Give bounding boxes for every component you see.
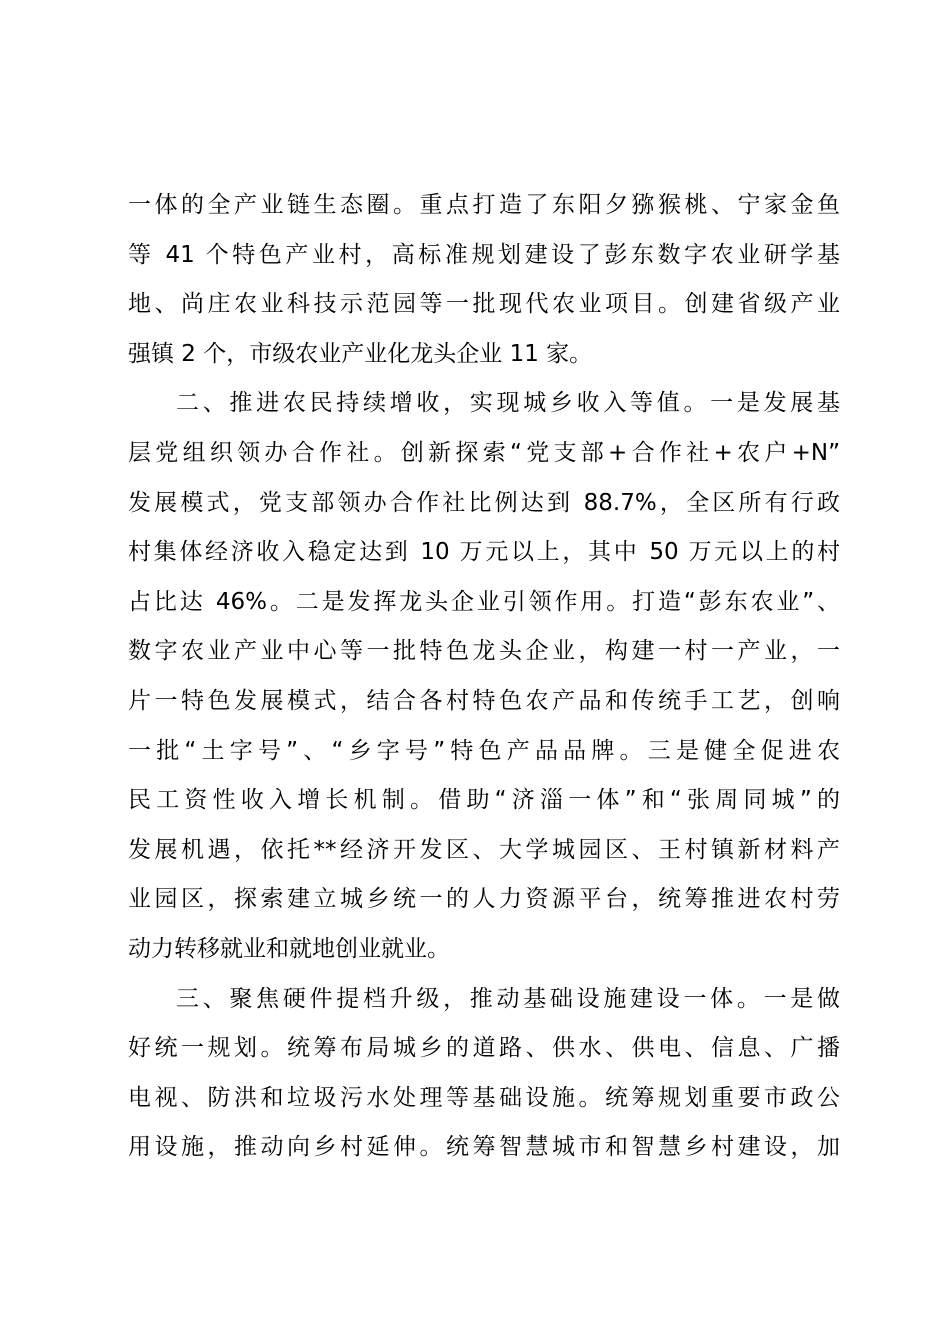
text-line: 用设施，推动向乡村延伸。统筹智慧城市和智慧乡村建设，加 — [128, 1134, 840, 1161]
paragraph-2 — [128, 379, 840, 974]
text-line: 三、聚焦硬件提档升级，推动基础设施建设一体。一是做 — [176, 985, 840, 1012]
text-line: 好统一规划。统筹布局城乡的道路、供水、供电、信息、广播 — [128, 1035, 840, 1062]
text-line: 层党组织领办合作社。创新探索“党支部+合作社+农户+N” — [128, 439, 840, 466]
text-line: 数字农业产业中心等一批特色龙头企业，构建一村一产业，一 — [128, 638, 840, 665]
text-line: 动力转移就业和就地创业就业。 — [128, 935, 450, 962]
text-line: 民工资性收入增长机制。借助“济淄一体”和“张周同城”的 — [128, 787, 840, 814]
text-line: 一体的全产业链生态圈。重点打造了东阳夕猕猴桃、宁家金鱼 — [128, 192, 840, 218]
paragraph-3 — [128, 975, 840, 1173]
text-line: 一批“土字号”、“乡字号”特色产品品牌。三是健全促进农 — [128, 737, 840, 764]
text-line: 等 41 个特色产业村，高标准规划建设了彭东数字农业研学基 — [128, 241, 840, 268]
text-line: 占比达 46%。二是发挥龙头企业引领作用。打造“彭东农业”、 — [128, 588, 840, 615]
text-line: 发展模式，党支部领办合作社比例达到 88.7%，全区所有行政 — [128, 489, 840, 516]
text-line: 二、推进农民持续增收，实现城乡收入等值。一是发展基 — [176, 390, 840, 417]
text-line: 片一特色发展模式，结合各村特色农产品和传统手工艺，创响 — [128, 687, 840, 714]
paragraph-1 — [128, 181, 840, 379]
text-line: 业园区，探索建立城乡统一的人力资源平台，统筹推进农村劳 — [128, 886, 840, 913]
body-text — [128, 181, 840, 1173]
text-line: 电视、防洪和垃圾污水处理等基础设施。统筹规划重要市政公 — [128, 1084, 840, 1111]
text-line: 村集体经济收入稳定达到 10 万元以上，其中 50 万元以上的村 — [128, 539, 840, 566]
text-line: 地、尚庄农业科技示范园等一批现代农业项目。创建省级产业 — [128, 291, 840, 318]
text-line: 强镇 2 个，市级农业产业化龙头企业 11 家。 — [128, 340, 593, 367]
text-line: 发展机遇，依托**经济开发区、大学城园区、王村镇新材料产 — [128, 836, 840, 863]
